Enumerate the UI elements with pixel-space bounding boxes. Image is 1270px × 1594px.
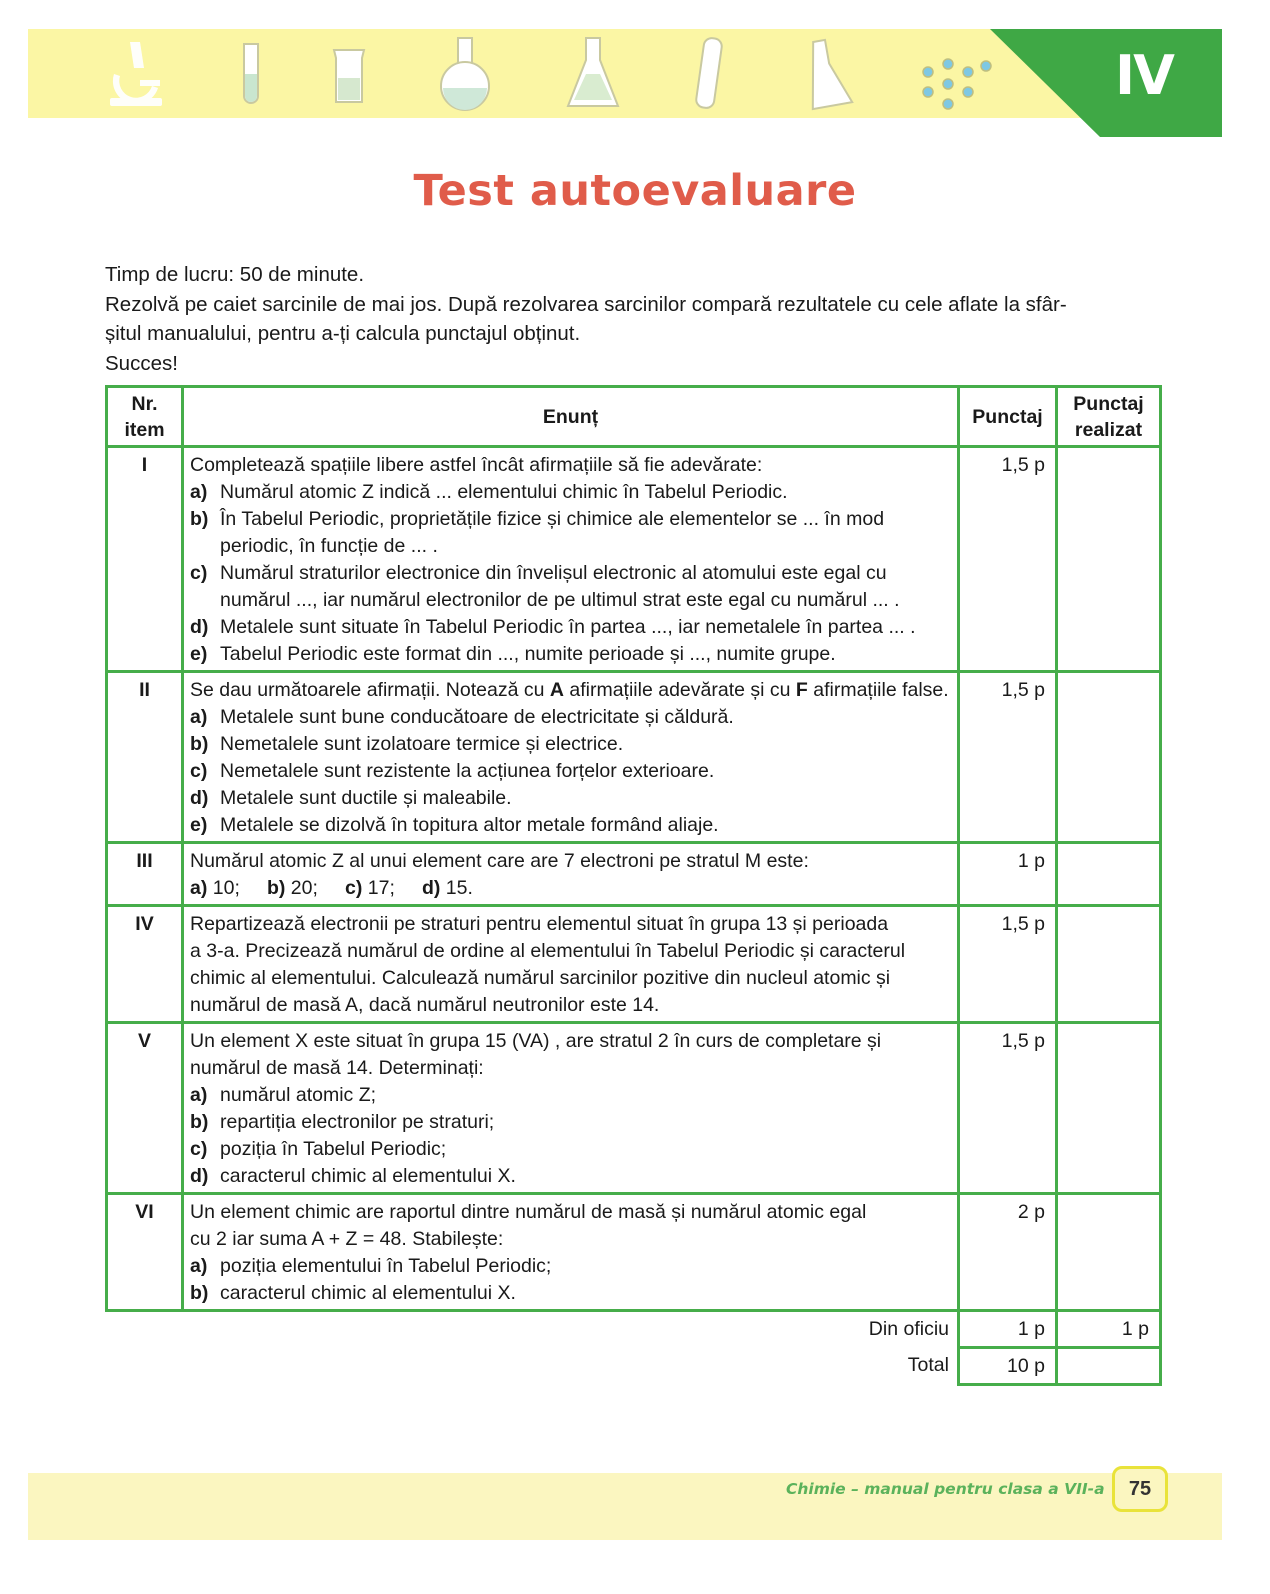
test-table xyxy=(105,385,1162,1386)
header-lab-icons xyxy=(100,34,1000,114)
item-points: 1,5 p xyxy=(959,447,1057,672)
intro-text xyxy=(105,260,1165,378)
page-number: 75 xyxy=(1112,1466,1168,1512)
table-row xyxy=(107,906,1161,1023)
beaker-icon xyxy=(334,50,364,102)
item-statement: Un element X este situat în grupa 15 (VA) , are stratul 2 în curs de completare și numărul de masă 14. Determinați: a) numărul atomic Z; b) repartiția electronilor pe straturi; c) poziția în Tabelul Periodic; d) caracterul chimic al elementului X. xyxy=(183,1023,959,1194)
work-time: Timp de lucru: 50 de minute. xyxy=(105,263,365,286)
item-number: IV xyxy=(107,906,183,1023)
list-item: a) poziția elementului în Tabelul Periodic; xyxy=(190,1255,552,1277)
good-luck: Succes! xyxy=(105,351,178,375)
footer-book-title: Chimie – manual pentru clasa a VII-a xyxy=(786,1480,1105,1498)
item-achieved xyxy=(1057,1194,1161,1311)
round-flask-icon xyxy=(441,38,489,110)
item-number: VI xyxy=(107,1194,183,1311)
din-oficiu-row xyxy=(107,1311,1161,1348)
item-achieved xyxy=(1057,906,1161,1023)
item-points: 1,5 p xyxy=(959,672,1057,843)
total-points: 10 p xyxy=(959,1348,1057,1385)
item-statement: Un element chimic are raportul dintre numărul de masă și numărul atomic egal cu 2 iar suma A + Z = 48. Stabilește: a) poziția elementului în Tabelul Periodic; b) caracterul chimic al elementului X. xyxy=(183,1194,959,1311)
list-item: a) numărul atomic Z; xyxy=(190,1084,377,1106)
item-statement: Completează spațiile libere astfel încât afirmațiile să fie adevărate: a) Numărul atomic Z indică ... elementului chimic în Tabelul Periodic. b) În Tabelul Periodic, proprietățile fizice și chimice ale elementelor se ... în mod periodic, în funcție de ... . c) Numărul straturilor electronice din învelișul electronic al atomului este egal cu numărul ..., iar numărul electronilor de pe ultimul strat este egal cu numărul ... . d) Metalele sunt situate în Tabelul Periodic în partea ..., iar nemetalele în partea ... . e) Tabelul Periodic este format din ..., numite perioade și ..., numite grupe. xyxy=(183,447,959,672)
item-achieved xyxy=(1057,1023,1161,1194)
list-item: c) Numărul straturilor electronice din învelișul electronic al atomului este egal cu numărul ..., iar numărul electronilor de pe ultimul strat este egal cu numărul ... . xyxy=(190,562,900,611)
table-row xyxy=(107,672,1161,843)
total-row xyxy=(107,1348,1161,1385)
item-points: 1 p xyxy=(959,843,1057,906)
item-achieved xyxy=(1057,672,1161,843)
item-achieved xyxy=(1057,843,1161,906)
list-item: d) Metalele sunt situate în Tabelul Periodic în partea ..., iar nemetalele în partea ... . xyxy=(190,616,916,638)
item-statement: Repartizează electronii pe straturi pentru elementul situat în grupa 13 și perioada a 3-a. Precizează numărul de ordine al elementului în Tabelul Periodic și caracterul chimic al elementului. Calculează numărul sarcinilor pozitive din nucleul atomic și numărul de masă A, dacă numărul neutronilor este 14. xyxy=(183,906,959,1023)
page-title: Test autoevaluare xyxy=(413,166,857,216)
item-points: 2 p xyxy=(959,1194,1057,1311)
item-points: 1,5 p xyxy=(959,906,1057,1023)
din-oficiu-achieved: 1 p xyxy=(1057,1311,1161,1348)
answer-options: a) 10; b) 20; c) 17; d) 15. xyxy=(190,877,473,899)
list-item: d) caracterul chimic al elementului X. xyxy=(190,1165,516,1187)
table-row xyxy=(107,1023,1161,1194)
list-item: b) Nemetalele sunt izolatoare termice și electrice. xyxy=(190,733,624,755)
item-number: II xyxy=(107,672,183,843)
total-label: Total xyxy=(907,1353,949,1376)
list-item: a) Metalele sunt bune conducătoare de electricitate și căldură. xyxy=(190,706,734,728)
table-row xyxy=(107,843,1161,906)
list-item: a) Numărul atomic Z indică ... elementului chimic în Tabelul Periodic. xyxy=(190,481,788,503)
item-statement: Se dau următoarele afirmații. Notează cu A afirmațiile adevărate și cu F afirmațiile false. a) Metalele sunt bune conducătoare de electricitate și căldură. b) Nemetalele sunt izolatoare termice și electrice. c) Nemetalele sunt rezistente la acțiunea forțelor exterioare. d) Metalele sunt ductile și maleabile. e) Metalele se dizolvă în topitura altor metale formând aliaje. xyxy=(183,672,959,843)
list-item: c) poziția în Tabelul Periodic; xyxy=(190,1138,447,1160)
list-item: b) În Tabelul Periodic, proprietățile fizice și chimice ale elementelor se ... în mod periodic, în funcție de ... . xyxy=(190,508,885,557)
list-item: d) Metalele sunt ductile și maleabile. xyxy=(190,787,512,809)
item-statement: Numărul atomic Z al unui element care are 7 electroni pe stratul M este: a) 10; b) 20; c) 17; d) 15. xyxy=(183,843,959,906)
thermometer-icon xyxy=(695,37,723,109)
table-row xyxy=(107,447,1161,672)
chapter-tab-shape xyxy=(990,29,1222,137)
conical-flask-icon xyxy=(568,38,618,106)
header-statement: Enunț xyxy=(183,387,959,447)
chapter-tab xyxy=(990,29,1222,137)
microscope-icon xyxy=(110,42,162,106)
chapter-label: IV xyxy=(1115,44,1173,107)
header-achieved: Punctaj realizat xyxy=(1057,387,1161,447)
item-number: I xyxy=(107,447,183,672)
header-points: Punctaj xyxy=(959,387,1057,447)
header-nr: Nr. item xyxy=(107,387,183,447)
list-item: b) caracterul chimic al elementului X. xyxy=(190,1282,516,1304)
table-header-row xyxy=(107,387,1161,447)
instruction-line-1: Rezolvă pe caiet sarcinile de mai jos. După rezolvarea sarcinilor compară rezultatele cu cele aflate la sfâr- xyxy=(105,292,1067,316)
instruction-line-2: șitul manualului, pentru a-ți calcula punctajul obținut. xyxy=(105,322,581,345)
table-row xyxy=(107,1194,1161,1311)
item-number: V xyxy=(107,1023,183,1194)
total-achieved xyxy=(1057,1348,1161,1385)
list-item: e) Tabelul Periodic este format din ..., numite perioade și ..., numite grupe. xyxy=(190,643,836,665)
item-number: III xyxy=(107,843,183,906)
list-item: e) Metalele se dizolvă în topitura altor metale formând aliaje. xyxy=(190,814,719,836)
list-item: b) repartiția electronilor pe straturi; xyxy=(190,1111,495,1133)
item-points: 1,5 p xyxy=(959,1023,1057,1194)
din-oficiu-label: Din oficiu xyxy=(868,1318,949,1340)
erlenmeyer-icon xyxy=(801,37,852,109)
din-oficiu-points: 1 p xyxy=(959,1311,1057,1348)
list-item: c) Nemetalele sunt rezistente la acțiunea forțelor exterioare. xyxy=(190,760,715,782)
molecule-icon xyxy=(923,59,991,109)
test-tube-icon xyxy=(244,44,258,103)
item-achieved xyxy=(1057,447,1161,672)
